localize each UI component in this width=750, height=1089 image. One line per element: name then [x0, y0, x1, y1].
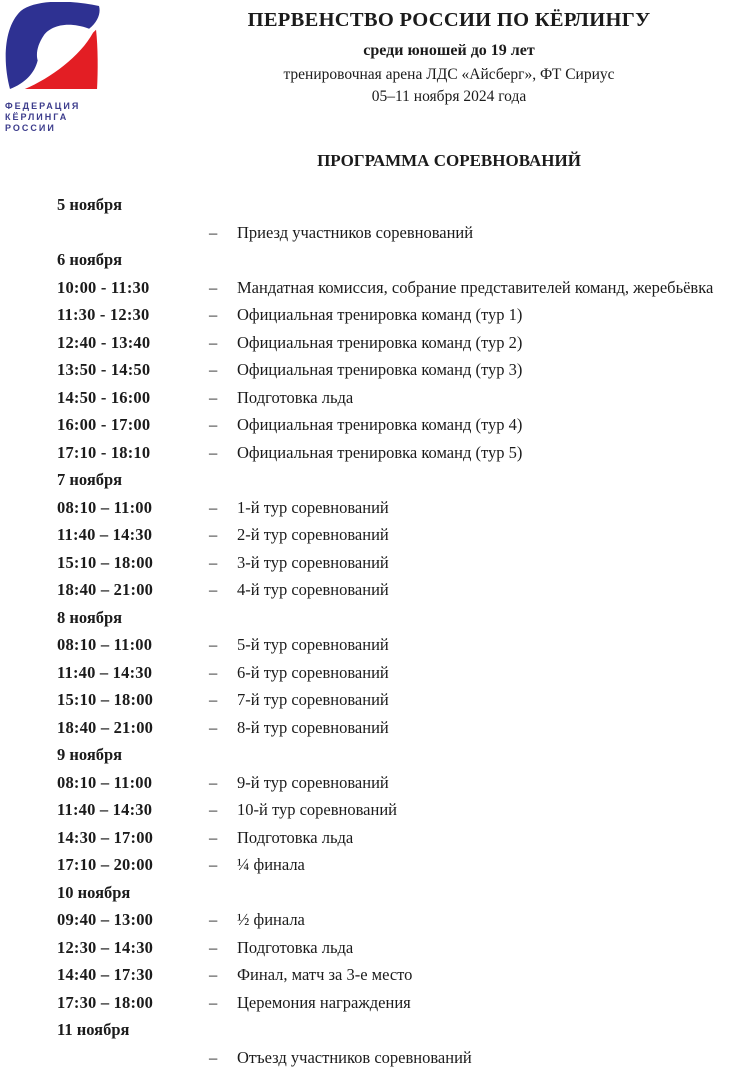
event-row — [57, 494, 750, 522]
event-label: Официальная тренировка команд (тур 4) — [237, 415, 523, 434]
logo-text-line-1: ФЕДЕРАЦИЯ — [5, 101, 81, 111]
event-label: Подготовка льда — [237, 387, 354, 407]
event-time: 17:30 – 18:00 — [57, 992, 154, 1012]
event-dash: – — [209, 387, 218, 407]
event-row — [57, 934, 750, 962]
event-label: Финал, матч за 3-е место — [237, 965, 413, 984]
event-row — [57, 576, 750, 604]
schedule-day — [57, 741, 750, 879]
event-dash: – — [209, 580, 218, 599]
event-row — [57, 1044, 750, 1072]
day-heading: 8 ноября — [57, 607, 123, 627]
logo-text-line-3: РОССИИ — [5, 123, 56, 133]
schedule — [57, 191, 750, 1071]
event-time: 12:30 – 14:30 — [57, 937, 154, 957]
event-dash: – — [209, 277, 218, 297]
event-time: 08:10 – 11:00 — [57, 772, 153, 792]
curling-stone-swoosh-icon — [2, 2, 106, 94]
event-dash: – — [209, 552, 218, 572]
event-row — [57, 631, 750, 659]
event-time: 18:40 – 21:00 — [57, 717, 154, 737]
document-title: ПЕРВЕНСТВО РОССИИ ПО КЁРЛИНГУ — [247, 9, 651, 31]
event-dash: – — [209, 222, 218, 242]
event-time: 17:10 – 20:00 — [57, 855, 154, 874]
day-heading: 9 ноября — [57, 745, 123, 764]
event-time: 15:10 – 18:00 — [57, 552, 154, 572]
event-dash: – — [209, 690, 218, 709]
event-dash: – — [209, 855, 218, 874]
event-time: 08:10 – 11:00 — [57, 635, 153, 654]
schedule-day — [57, 191, 750, 246]
program-title: ПРОГРАММА СОРЕВНОВАНИЙ — [317, 151, 581, 170]
event-dash: – — [209, 635, 218, 654]
document-header — [148, 0, 750, 172]
event-label: Церемония награждения — [237, 992, 411, 1012]
event-time: 12:40 - 13:40 — [57, 332, 151, 352]
event-label: Отъезд участников соревнований — [237, 1047, 472, 1067]
day-heading: 11 ноября — [57, 1020, 130, 1039]
schedule-day — [57, 466, 750, 604]
event-label: 7-й тур соревнований — [237, 690, 389, 709]
event-time: 16:00 - 17:00 — [57, 415, 151, 434]
event-dash: – — [209, 827, 218, 847]
event-label: Официальная тренировка команд (тур 1) — [237, 305, 523, 324]
event-time: 14:40 – 17:30 — [57, 965, 154, 984]
event-label: Официальная тренировка команд (тур 2) — [237, 332, 523, 352]
event-dash: – — [209, 992, 218, 1012]
event-time: 14:50 - 16:00 — [57, 387, 151, 407]
document-subtitle: среди юношей до 19 лет — [363, 42, 535, 59]
schedule-day — [57, 246, 750, 466]
event-time: 14:30 – 17:00 — [57, 827, 154, 847]
event-dash: – — [209, 525, 218, 544]
event-time: 11:30 - 12:30 — [57, 305, 150, 324]
event-time: 08:10 – 11:00 — [57, 497, 153, 517]
event-row — [57, 301, 750, 329]
event-dash: – — [209, 442, 218, 462]
federation-logo-text — [5, 101, 142, 134]
event-row — [57, 274, 750, 302]
event-dash: – — [209, 937, 218, 957]
event-dash: – — [209, 360, 218, 379]
event-dash: – — [209, 415, 218, 434]
event-time: 18:40 – 21:00 — [57, 580, 154, 599]
event-row — [57, 356, 750, 384]
event-label: Официальная тренировка команд (тур 5) — [237, 442, 523, 462]
event-time: 09:40 – 13:00 — [57, 910, 154, 929]
event-row — [57, 329, 750, 357]
event-label: 6-й тур соревнований — [237, 662, 389, 682]
event-row — [57, 824, 750, 852]
event-label: Мандатная комиссия, собрание представителей команд, жеребьёвка — [237, 277, 714, 297]
event-label: 3-й тур соревнований — [237, 552, 389, 572]
event-dash: – — [209, 1047, 218, 1067]
event-label: 8-й тур соревнований — [237, 717, 389, 737]
day-heading: 10 ноября — [57, 882, 131, 902]
event-time: 13:50 - 14:50 — [57, 360, 151, 379]
event-label: Приезд участников соревнований — [237, 222, 474, 242]
event-time: 11:40 – 14:30 — [57, 662, 153, 682]
event-label: Официальная тренировка команд (тур 3) — [237, 360, 523, 379]
event-dash: – — [209, 662, 218, 682]
event-row — [57, 659, 750, 687]
event-dash: – — [209, 800, 218, 819]
schedule-day — [57, 879, 750, 1017]
event-label: 1-й тур соревнований — [237, 497, 389, 517]
event-dash: – — [209, 332, 218, 352]
day-heading: 6 ноября — [57, 250, 123, 269]
dates-line: 05–11 ноября 2024 года — [371, 88, 527, 105]
event-time: 11:40 – 14:30 — [57, 525, 153, 544]
event-dash: – — [209, 910, 218, 929]
event-label: ¼ финала — [237, 855, 305, 874]
event-dash: – — [209, 772, 218, 792]
day-heading: 7 ноября — [57, 470, 123, 489]
event-dash: – — [209, 965, 218, 984]
event-time: 10:00 - 11:30 — [57, 277, 150, 297]
event-row — [57, 439, 750, 467]
event-row — [57, 411, 750, 439]
event-row — [57, 906, 750, 934]
event-time: 11:40 – 14:30 — [57, 800, 153, 819]
event-label: 2-й тур соревнований — [237, 525, 389, 544]
logo-text-line-2: КЁРЛИНГА — [5, 112, 69, 122]
event-label: Подготовка льда — [237, 937, 354, 957]
event-time: 17:10 - 18:10 — [57, 442, 151, 462]
event-row — [57, 989, 750, 1017]
event-label: ½ финала — [237, 910, 305, 929]
event-row — [57, 549, 750, 577]
event-row — [57, 219, 750, 247]
day-heading: 5 ноября — [57, 195, 123, 214]
event-label: 5-й тур соревнований — [237, 635, 389, 654]
event-time: 15:10 – 18:00 — [57, 690, 154, 709]
schedule-day — [57, 604, 750, 742]
event-dash: – — [209, 305, 218, 324]
event-label: 4-й тур соревнований — [237, 580, 389, 599]
event-row — [57, 714, 750, 742]
event-dash: – — [209, 497, 218, 517]
venue-line: тренировочная арена ЛДС «Айсберг», ФТ Сириус — [283, 66, 615, 83]
schedule-day — [57, 1016, 750, 1071]
event-row — [57, 961, 750, 989]
event-label: Подготовка льда — [237, 827, 354, 847]
event-label: 9-й тур соревнований — [237, 772, 389, 792]
event-row — [57, 384, 750, 412]
curling-federation-logo — [2, 2, 142, 134]
event-row — [57, 796, 750, 824]
event-row — [57, 686, 750, 714]
event-row — [57, 851, 750, 879]
event-row — [57, 769, 750, 797]
event-dash: – — [209, 717, 218, 737]
event-label: 10-й тур соревнований — [237, 800, 397, 819]
event-row — [57, 521, 750, 549]
